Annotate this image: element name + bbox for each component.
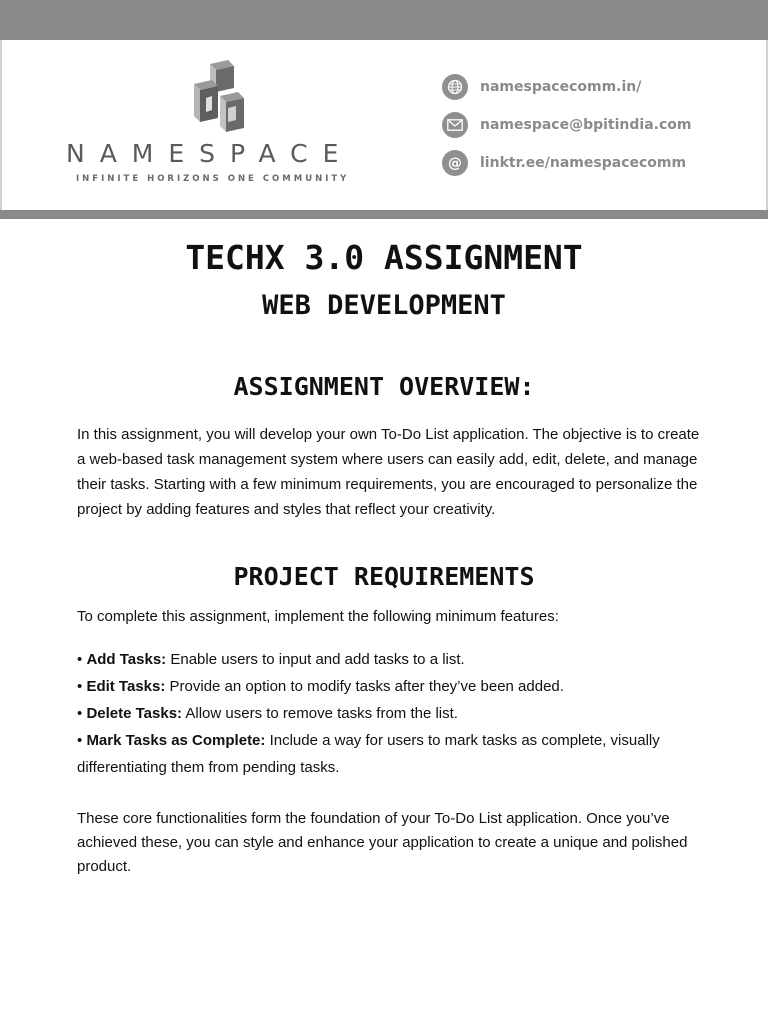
requirement-label: Edit Tasks: (86, 678, 166, 695)
bullet-mark: • (77, 651, 83, 668)
list-item (77, 646, 702, 673)
contact-linktree[interactable] (442, 150, 686, 176)
contact-website[interactable] (442, 74, 641, 100)
logo-wordmark: NAMESPACE (66, 139, 354, 168)
requirements-closing: These core functionalities form the foundation of your To-Do List application. Once you’ve achieved these, you can style and enhance your application to create a unique and polished product. (77, 810, 688, 875)
requirement-label: Add Tasks: (86, 651, 167, 668)
requirement-text: Allow users to remove tasks from the list. (185, 705, 458, 722)
list-item (77, 673, 702, 700)
globe-icon (442, 74, 468, 100)
mail-icon (442, 112, 468, 138)
namespace-logo-icon (190, 60, 246, 134)
page-subtitle: WEB DEVELOPMENT (262, 290, 506, 321)
top-band (0, 0, 768, 40)
contact-email-text: namespace@bpitindia.com (480, 117, 692, 133)
requirement-label: Delete Tasks: (86, 705, 183, 722)
requirement-text: Provide an option to modify tasks after they’ve been added. (169, 678, 564, 695)
contact-website-text: namespacecomm.in/ (480, 79, 642, 95)
bullet-mark: • (77, 678, 83, 695)
requirements-intro: To complete this assignment, implement the following minimum features: (77, 608, 559, 625)
bullet-mark: • (77, 732, 83, 749)
contact-email[interactable] (442, 112, 691, 138)
letterhead-divider (0, 210, 768, 219)
requirements-heading: PROJECT REQUIREMENTS (233, 562, 535, 591)
list-item (77, 700, 702, 727)
at-icon (442, 150, 468, 176)
list-item (77, 727, 702, 781)
requirement-label: Mark Tasks as Complete: (86, 732, 266, 749)
requirement-text: Include a way for users to mark tasks as complete, visually differentiating them from pending tasks. (77, 732, 660, 776)
page-title: TECHX 3.0 ASSIGNMENT (185, 238, 583, 277)
letterhead-border-left (0, 40, 2, 210)
bullet-mark: • (77, 705, 83, 722)
svg-text:@: @ (448, 155, 462, 171)
overview-text: In this assignment, you will develop your own To-Do List application. The objective is to create a web-based task management system where users can easily add, edit, delete, and manage their tasks. Starting with a few minimum requirements, you are encouraged to personalize the project by adding features and styles that reflect your creativity. (77, 426, 700, 518)
requirement-text: Enable users to input and add tasks to a list. (170, 651, 465, 668)
contact-linktree-text: linktr.ee/namespacecomm (480, 155, 687, 171)
logo-tagline: INFINITE HORIZONS ONE COMMUNITY (76, 174, 350, 184)
overview-heading: ASSIGNMENT OVERVIEW: (233, 372, 535, 401)
